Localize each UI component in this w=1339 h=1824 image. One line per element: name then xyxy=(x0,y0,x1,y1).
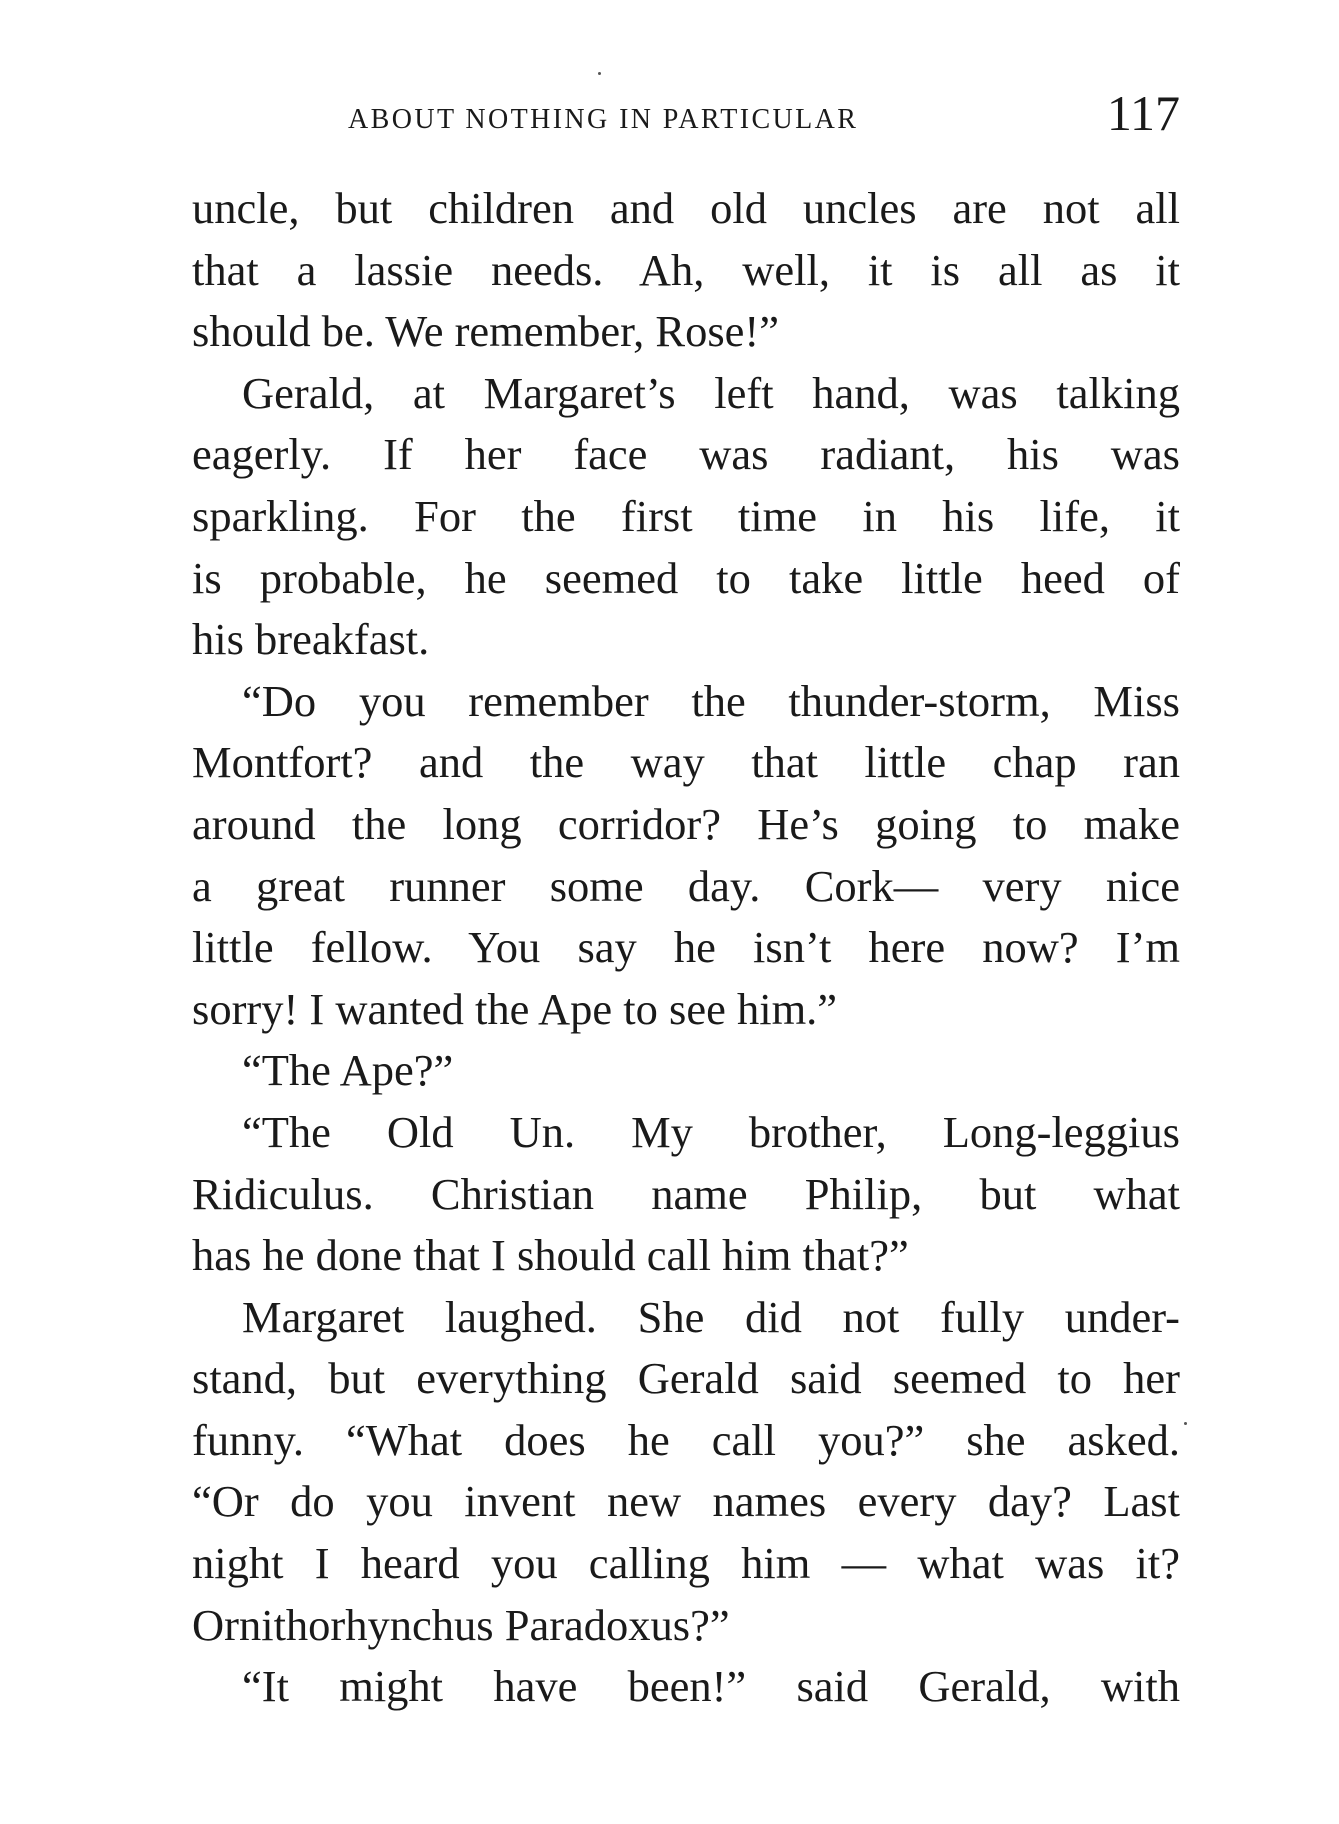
text-line: “The Old Un. My brother, Long-leggius xyxy=(242,1106,1180,1157)
text-line: “It might have been!” said Gerald, with xyxy=(242,1661,1180,1712)
text-line: around the long corridor? He’s going to make xyxy=(192,798,1180,849)
text-line: Montfort? and the way that little chap ran xyxy=(192,737,1180,788)
text-line: a great runner some day. Cork— very nice xyxy=(192,860,1180,911)
text-line: sparkling. For the first time in his life, it xyxy=(192,490,1180,541)
text-line: Ridiculus. Christian name Philip, but what xyxy=(192,1168,1180,1219)
body-text xyxy=(192,178,1180,1718)
text-line: little fellow. You say he isn’t here now? I’m xyxy=(192,922,1180,973)
text-line: is probable, he seemed to take little heed of xyxy=(192,552,1180,603)
text-line: “The Ape?” xyxy=(242,1045,454,1096)
text-line: eagerly. If her face was radiant, his was xyxy=(192,429,1180,480)
text-line: that a lassie needs. Ah, well, it is all as it xyxy=(192,244,1180,295)
text-line: stand, but everything Gerald said seemed to her xyxy=(192,1353,1180,1404)
text-line: funny. “What does he call you?” she asked. xyxy=(192,1414,1180,1465)
page-header xyxy=(348,85,1180,148)
print-speck xyxy=(598,72,601,75)
text-line: his breakfast. xyxy=(192,614,430,665)
text-line: sorry! I wanted the Ape to see him.” xyxy=(192,983,838,1034)
text-line: has he done that I should call him that?” xyxy=(192,1230,909,1281)
text-line: uncle, but children and old uncles are not all xyxy=(192,183,1180,233)
text-line: should be. We remember, Rose!” xyxy=(192,306,779,357)
running-head: ABOUT NOTHING IN PARTICULAR xyxy=(348,104,859,135)
text-line: night I heard you calling him — what was it? xyxy=(192,1538,1180,1589)
text-line: “Do you remember the thunder-storm, Miss xyxy=(242,675,1180,726)
print-speck xyxy=(1184,1422,1187,1425)
text-line: Gerald, at Margaret’s left hand, was talking xyxy=(242,367,1180,418)
text-line: “Or do you invent new names every day? Last xyxy=(192,1476,1180,1527)
text-line: Ornithorhynchus Paradoxus?” xyxy=(192,1599,730,1650)
text-line: Margaret laughed. She did not fully under- xyxy=(242,1291,1180,1342)
page-number: 117 xyxy=(1106,85,1180,141)
